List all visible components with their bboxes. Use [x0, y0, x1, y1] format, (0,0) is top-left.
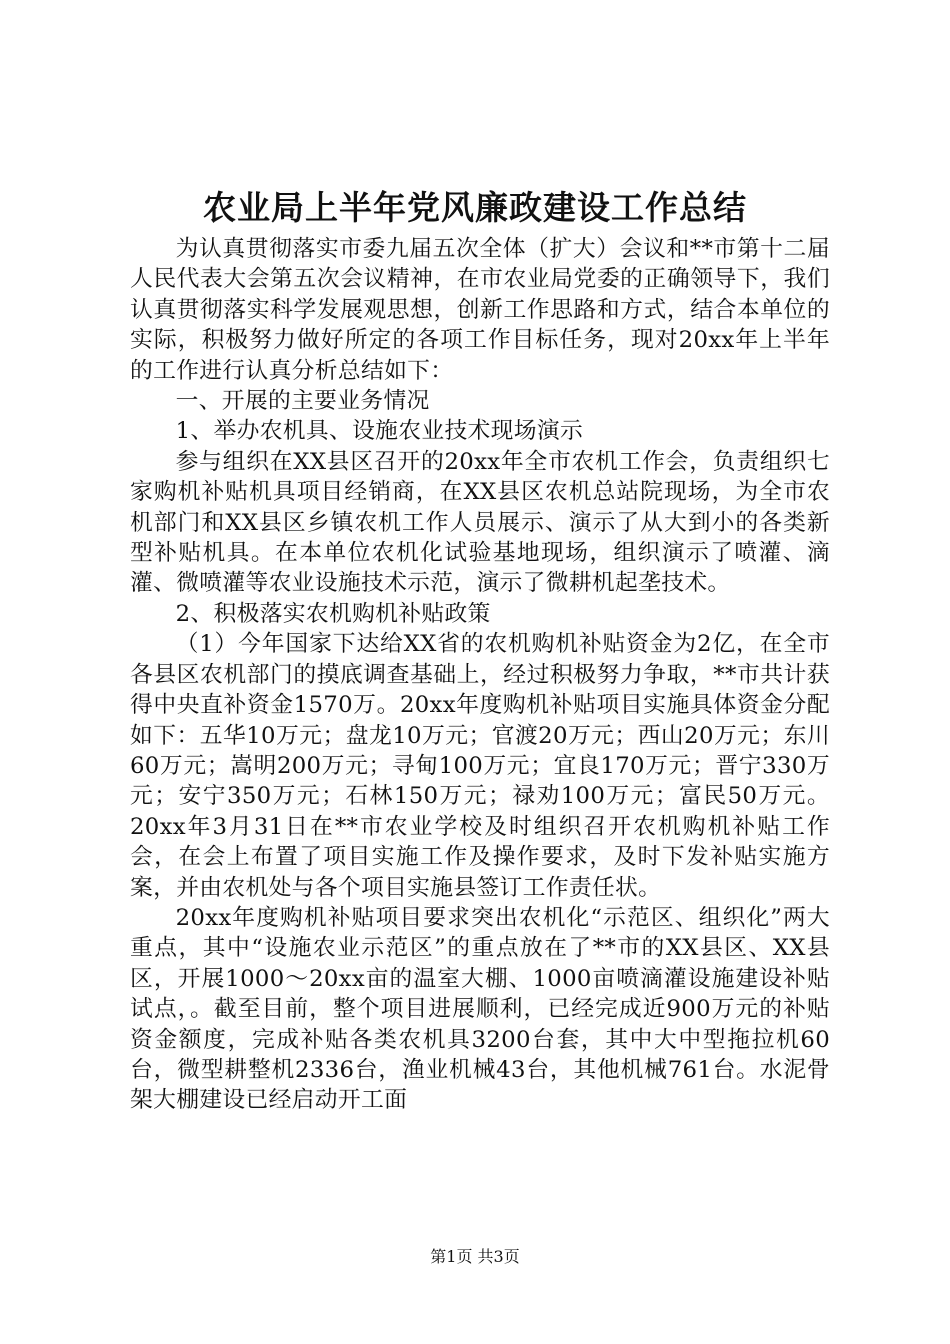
item-paragraph-1: 参与组织在XX县区召开的20xx年全市农机工作会，负责组织七家购机补贴机具项目经销商，在XX县区农机总站院现场，为全市农机部门和XX县区乡镇农机工作人员展示、演示了从大到小的各类新型补贴机具。在本单位农机化试验基地现场，组织演示了喷灌、滴灌、微喷灌等农业设施技术示范，演示了微耕机起垄技术。: [130, 448, 830, 597]
document-body: [130, 234, 830, 1116]
item-paragraph-2a: （1）今年国家下达给XX省的农机购机补贴资金为2亿，在全市各县区农机部门的摸底调查基础上，经过积极努力争取，**市共计获得中央直补资金1570万。20xx年度购机补贴项目实施具体资金分配如下：五华10万元；盘龙10万元；官渡20万元；西山20万元；东川60万元；嵩明200万元；寻甸100万元；宜良170万元；晋宁330万元；安宁350万元；石林150万元；禄劝100万元；富民50万元。20xx年3月31日在**市农业学校及时组织召开农机购机补贴工作会，在会上布置了项目实施工作及操作要求，及时下发补贴实施方案，并由农机处与各个项目实施县签订工作责任状。: [130, 631, 830, 901]
document-title: 农业局上半年党风廉政建设工作总结: [203, 188, 747, 227]
section-heading: 一、开展的主要业务情况: [175, 388, 430, 415]
item-paragraph-2b: 20xx年度购机补贴项目要求突出农机化“示范区、组织化”两大重点，其中“设施农业示范区”的重点放在了**市的XX县区、XX县区，开展1000～20xx亩的温室大棚、1000亩喷滴灌设施建设补贴试点，。截至目前，整个项目进展顺利，已经完成近900万元的补贴资金额度，完成补贴各类农机具3200台套，其中大中型拖拉机60台，微型耕整机2336台，渔业机械43台，其他机械761台。水泥骨架大棚建设已经启动开工面: [130, 904, 830, 1114]
page-number-footer: 第1页 共3页: [430, 1247, 520, 1266]
item-heading-1: 1、举办农机具、设施农业技术现场演示: [175, 418, 584, 445]
intro-paragraph: 为认真贯彻落实市委九届五次全体（扩大）会议和**市第十二届人民代表大会第五次会议精神，在市农业局党委的正确领导下，我们认真贯彻落实科学发展观思想，创新工作思路和方式，结合本单位的实际，积极努力做好所定的各项工作目标任务，现对20xx年上半年的工作进行认真分析总结如下：: [130, 236, 830, 384]
item-heading-2: 2、积极落实农机购机补贴政策: [175, 600, 491, 627]
